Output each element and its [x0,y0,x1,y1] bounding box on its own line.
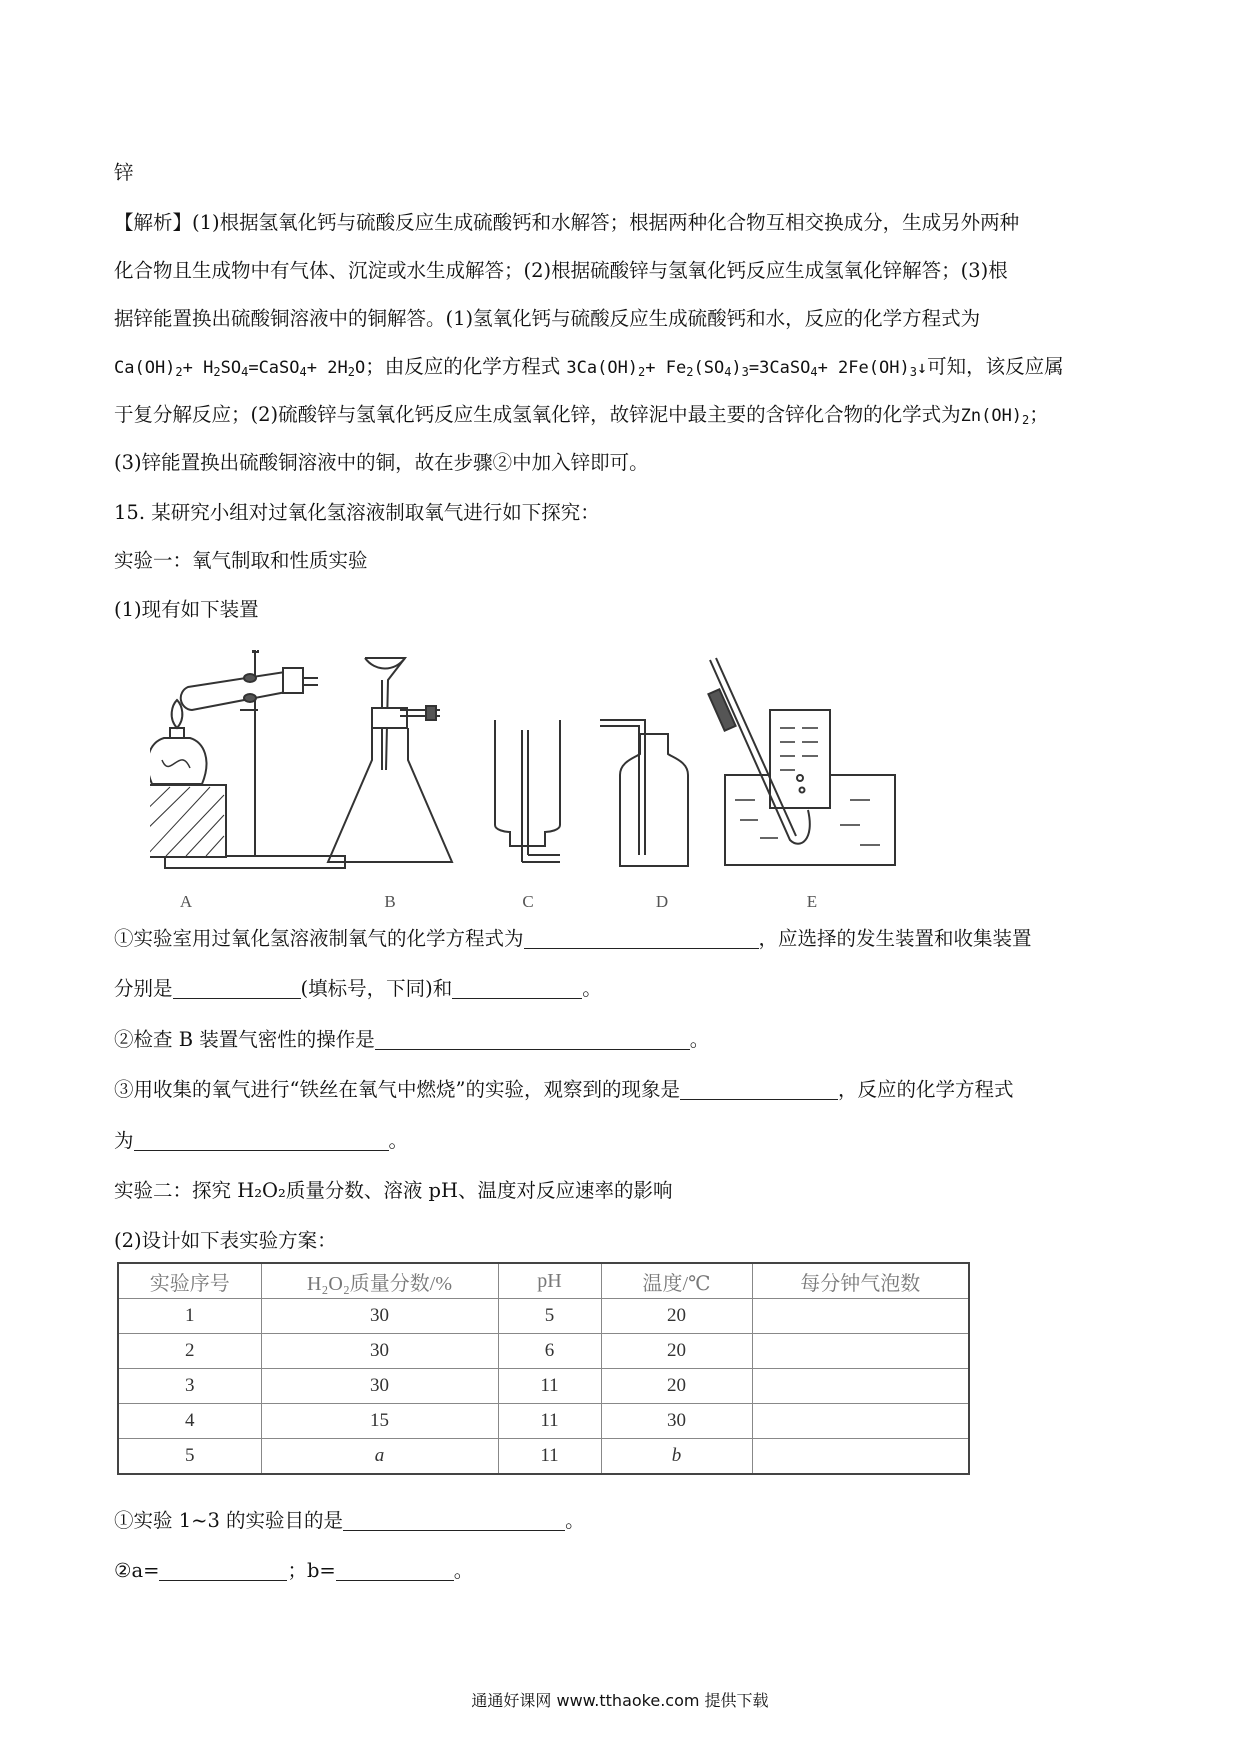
table-cell [752,1334,969,1369]
answer-blank[interactable] [343,1512,565,1531]
table-header: 温度/℃ [601,1263,752,1299]
table-cell: a [261,1439,498,1475]
apparatus-figure [150,650,970,915]
apparatus-c-drawing [495,720,560,862]
table-row [118,1334,969,1369]
table-cell [752,1439,969,1475]
apparatus-label-c: C [522,892,534,911]
table-cell [752,1404,969,1439]
table-row [118,1299,969,1334]
analysis-line-6: (3)锌能置换出硫酸铜溶液中的铜，故在步骤②中加入锌即可。 [114,451,649,474]
answer-blank[interactable] [524,930,759,949]
subquestion-3-cont: 为 。 [114,1129,409,1152]
table-cell: 6 [498,1334,601,1369]
answer-blank[interactable] [134,1132,389,1151]
table-cell: 20 [601,1299,752,1334]
analysis-line-1: 【解析】(1)根据氢氧化钙与硫酸反应生成硫酸钙和水解答；根据两种化合物互相交换成分，生成另外两种 [114,211,1020,234]
apparatus-e-drawing [708,658,895,865]
table-cell: 2 [118,1334,261,1369]
answer-blank[interactable] [159,1562,287,1581]
apparatus-label-b: B [384,892,396,911]
table-header-row [118,1263,969,1299]
zinc-line: 锌 [114,161,134,184]
answer-blank[interactable] [375,1031,690,1050]
answer-blank[interactable] [336,1562,454,1581]
table-question-2: ②a= ；b= 。 [114,1559,474,1582]
table-cell: 4 [118,1404,261,1439]
table-cell: 20 [601,1369,752,1404]
analysis-line-4: $Ca(OH)_2+$ $H_2SO_4=CaSO_4+ 2H_2O$；由反应的化学方程式 $3Ca(OH)_2+$ $Fe_2(SO_4)_3=3CaSO_4+$ $2Fe(OH)_3↓$可知，该反应属 [114,355,1064,379]
apparatus-a-drawing [150,650,345,868]
table-cell: 30 [261,1299,498,1334]
table-cell: 11 [498,1439,601,1475]
table-row [118,1404,969,1439]
table-cell: 11 [498,1404,601,1439]
table-cell: 30 [261,1369,498,1404]
answer-blank[interactable] [452,980,582,999]
table-cell: 5 [498,1299,601,1334]
table-cell: b [601,1439,752,1475]
apparatus-d-drawing [600,720,688,866]
question-15-title: 15. 某研究小组对过氧化氢溶液制取氧气进行如下探究： [114,501,600,524]
table-cell: 15 [261,1404,498,1439]
subquestion-1: ①实验室用过氧化氢溶液制氧气的化学方程式为 ，应选择的发生装置和收集装置 [114,927,1032,950]
table-cell: 11 [498,1369,601,1404]
table-header: 每分钟气泡数 [752,1263,969,1299]
table-cell: 3 [118,1369,261,1404]
table-cell: 30 [601,1404,752,1439]
experiment-1-heading: 实验一：氧气制取和性质实验 [114,549,368,572]
table-question-1: ①实验 1~3 的实验目的是 。 [114,1509,585,1532]
answer-blank[interactable] [680,1081,838,1100]
answer-blank[interactable] [173,980,301,999]
table-row [118,1439,969,1475]
apparatus-intro: (1)现有如下装置 [114,598,259,621]
apparatus-label-e: E [806,892,818,911]
table-cell [752,1369,969,1404]
subquestion-3: ③用收集的氧气进行“铁丝在氧气中燃烧”的实验，观察到的现象是 ，反应的化学方程式 [114,1078,1014,1101]
apparatus-label-d: D [655,892,669,911]
experiment-2-heading: 实验二：探究 H₂O₂质量分数、溶液 pH、温度对反应速率的影响 [114,1179,673,1202]
table-intro: (2)设计如下表实验方案： [114,1229,337,1252]
table-cell: 1 [118,1299,261,1334]
table-cell: 5 [118,1439,261,1475]
footer-source: 通通好课网 www.tthaoke.com 提供下载 [471,1691,769,1710]
apparatus-label-a: A [179,892,193,911]
table-cell: 20 [601,1334,752,1369]
analysis-label: 【解析】 [114,211,193,234]
apparatus-drawing [150,650,970,890]
analysis-line-2: 化合物且生成物中有气体、沉淀或水生成解答；(2)根据硫酸锌与氢氧化钙反应生成氢氧化锌解答；(3)根 [114,259,1008,282]
apparatus-b-drawing [328,658,452,862]
table-header: 实验序号 [118,1263,261,1299]
table-header: H₂O₂质量分数/% [261,1263,498,1299]
analysis-line-3: 据锌能置换出硫酸铜溶液中的铜解答。(1)氢氧化钙与硫酸反应生成硫酸钙和水，反应的化学方程式为 [114,307,981,330]
table-cell: 30 [261,1334,498,1369]
table-header: pH [498,1263,601,1299]
table-row [118,1369,969,1404]
analysis-line-5: 于复分解反应；(2)硫酸锌与氢氧化钙反应生成氢氧化锌，故锌泥中最主要的含锌化合物的化学式为$Zn(OH)_2$； [114,403,1049,427]
subquestion-1-cont: 分别是 (填标号，下同)和 。 [114,977,602,1000]
subquestion-2: ②检查 B 装置气密性的操作是 。 [114,1028,710,1051]
table-cell [752,1299,969,1334]
experiment-table [117,1262,970,1475]
